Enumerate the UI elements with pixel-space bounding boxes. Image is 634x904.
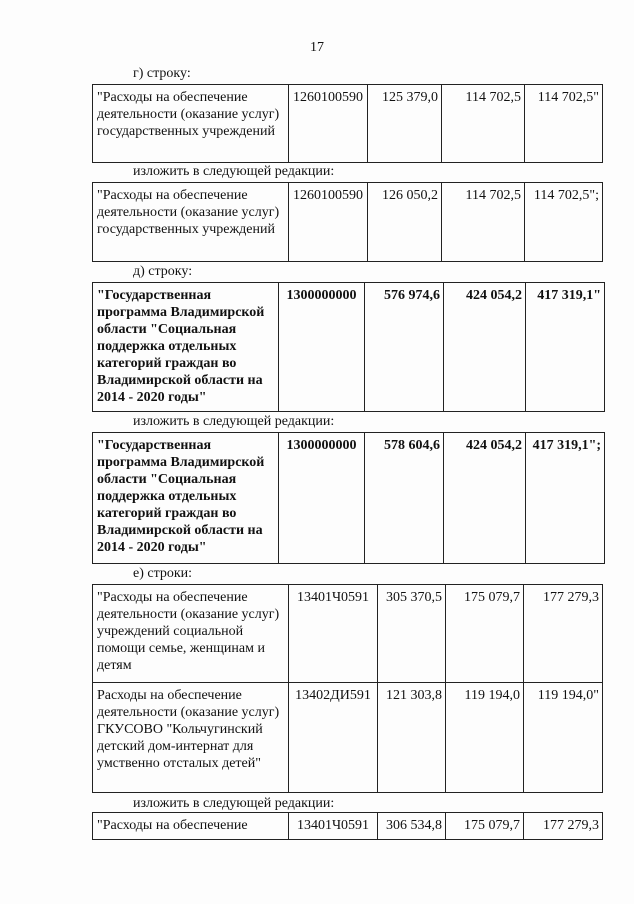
expense-code: 13401Ч0591 [289, 813, 378, 840]
value-col-1: 578 604,6 [365, 433, 444, 564]
table-row [93, 183, 603, 262]
table-row [93, 433, 605, 564]
caption-new-edition: изложить в следующей редакции: [133, 796, 335, 811]
table-row [93, 813, 603, 840]
program-name: "Государственная программа Владимирской области "Социальная поддержка отдельных категорий граждан во Владимирской области на 2014 - 2020 годы" [93, 283, 279, 412]
value-col-1: 305 370,5 [378, 585, 446, 683]
value-col-3: 417 319,1"; [526, 433, 605, 564]
value-col-3: 417 319,1" [526, 283, 605, 412]
value-col-1: 125 379,0 [368, 85, 442, 163]
expense-name: "Расходы на обеспечение деятельности (оказание услуг) государственных учреждений [93, 85, 289, 163]
expense-code: 13402ДИ591 [289, 683, 378, 793]
value-col-2: 114 702,5 [442, 183, 525, 262]
value-col-3: 114 702,5" [525, 85, 603, 163]
value-col-2: 424 054,2 [444, 433, 526, 564]
expense-name: "Расходы на обеспечение деятельности (оказание услуг) государственных учреждений [93, 183, 289, 262]
caption-item-d: д) строку: [133, 264, 193, 279]
expense-name: "Расходы на обеспечение деятельности (оказание услуг) учреждений социальной помощи семье, женщинам и детям [93, 585, 289, 683]
value-col-2: 119 194,0 [446, 683, 524, 793]
value-col-1: 121 303,8 [378, 683, 446, 793]
table-e-new [92, 812, 603, 840]
value-col-1: 576 974,6 [365, 283, 444, 412]
value-col-2: 424 054,2 [444, 283, 526, 412]
value-col-3: 177 279,3 [524, 813, 603, 840]
table-d-old [92, 282, 605, 412]
value-col-3: 119 194,0" [524, 683, 603, 793]
caption-item-e: е) строки: [133, 566, 193, 581]
value-col-3: 177 279,3 [524, 585, 603, 683]
table-d-new [92, 432, 605, 564]
caption-new-edition: изложить в следующей редакции: [133, 414, 335, 429]
caption-new-edition: изложить в следующей редакции: [133, 164, 335, 179]
value-col-1: 306 534,8 [378, 813, 446, 840]
table-row [93, 283, 605, 412]
expense-code: 1260100590 [289, 85, 368, 163]
table-g-old [92, 84, 603, 163]
table-row [93, 85, 603, 163]
expense-name: "Расходы на обеспечение [93, 813, 289, 840]
value-col-1: 126 050,2 [368, 183, 442, 262]
expense-code: 13401Ч0591 [289, 585, 378, 683]
caption-item-g: г) строку: [133, 66, 191, 81]
table-row [93, 585, 603, 683]
value-col-2: 114 702,5 [442, 85, 525, 163]
program-code: 1300000000 [279, 283, 365, 412]
program-name: "Государственная программа Владимирской области "Социальная поддержка отдельных категорий граждан во Владимирской области на 2014 - 2020 годы" [93, 433, 279, 564]
table-g-new [92, 182, 603, 262]
expense-code: 1260100590 [289, 183, 368, 262]
expense-name: Расходы на обеспечение деятельности (оказание услуг) ГКУСОВО "Кольчугинский детский дом-интернат для умственно отсталых детей" [93, 683, 289, 793]
value-col-3: 114 702,5"; [525, 183, 603, 262]
table-e-old [92, 584, 603, 793]
table-row [93, 683, 603, 793]
value-col-2: 175 079,7 [446, 813, 524, 840]
program-code: 1300000000 [279, 433, 365, 564]
value-col-2: 175 079,7 [446, 585, 524, 683]
page-number: 17 [310, 40, 324, 55]
